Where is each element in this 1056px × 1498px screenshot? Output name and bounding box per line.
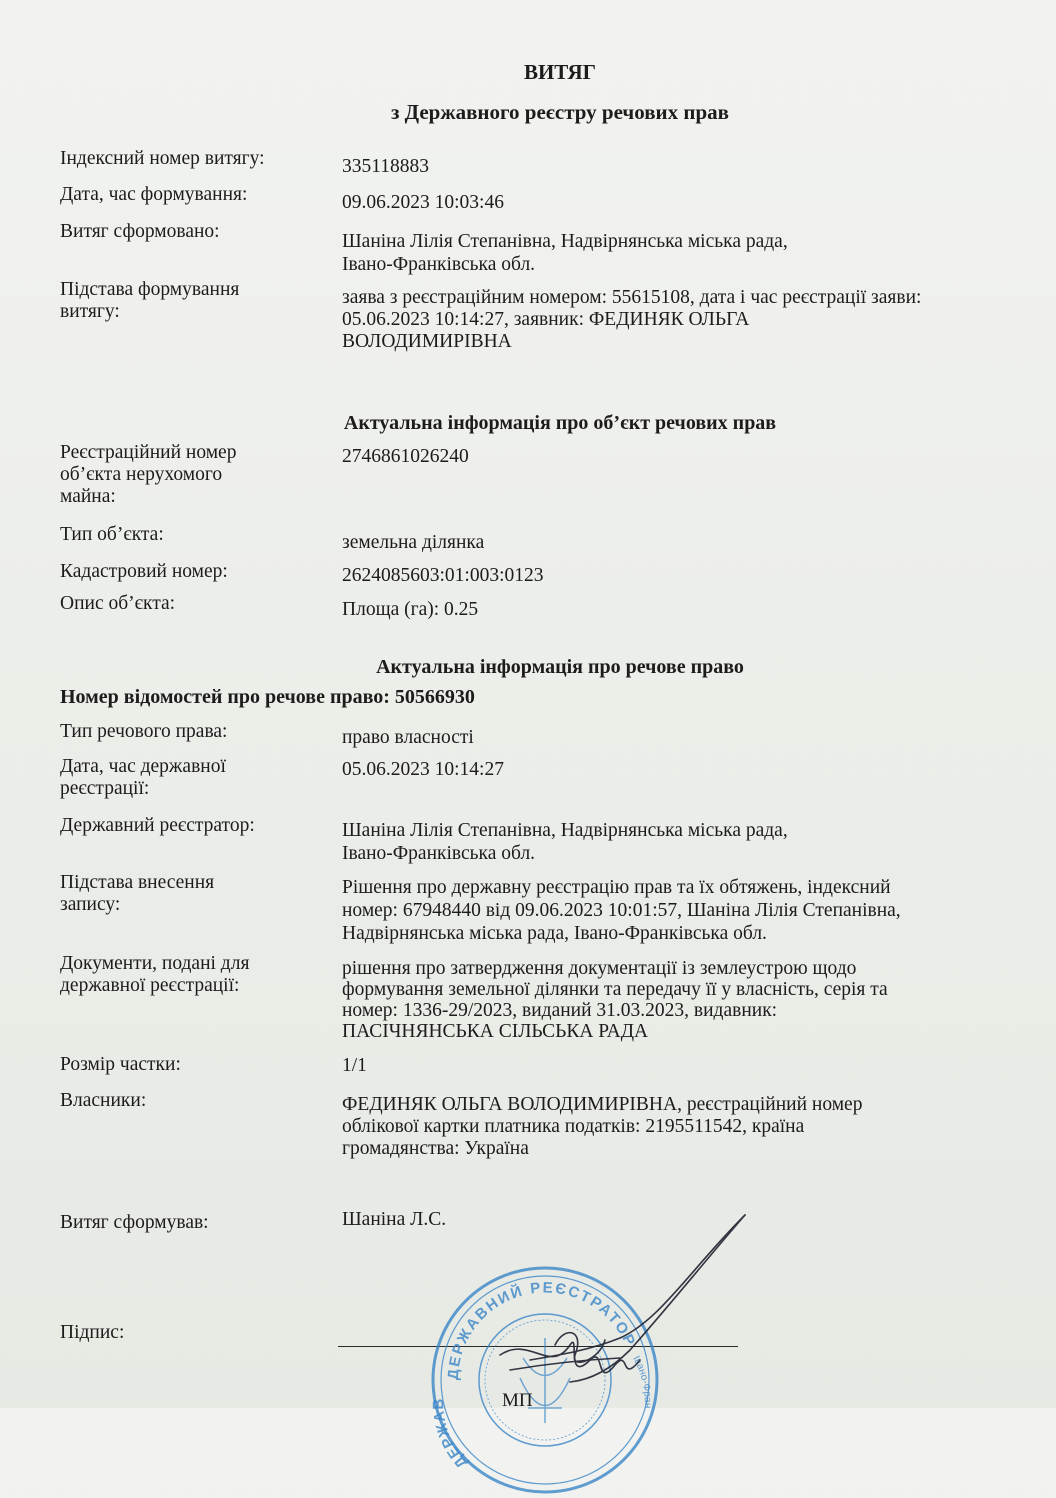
- formation-datetime-label: Дата, час формування:: [60, 184, 248, 205]
- formed-by-line: Івано-Франківська обл.: [342, 254, 536, 275]
- owners-label: Власники:: [60, 1090, 147, 1111]
- formed-by-footer-label: Витяг сформував:: [60, 1212, 209, 1233]
- seal-text-left: ДЕРЖАВ: [429, 1397, 471, 1472]
- right-type-value: право власності: [342, 727, 474, 748]
- extract-index-value: 335118883: [342, 156, 430, 177]
- right-type-label: Тип речового права:: [60, 721, 228, 742]
- label-line: державної реєстрації:: [60, 975, 240, 996]
- label-line: запису:: [60, 894, 121, 915]
- label-line: Дата, час державної: [60, 756, 226, 777]
- document-title: ВИТЯГ: [523, 60, 597, 84]
- seal-text-right: Івано-Фран: [630, 1354, 653, 1409]
- right-record-number: Номер відомостей про речове право: 50566930: [60, 686, 475, 708]
- value-line: громадянства: Україна: [342, 1138, 529, 1159]
- value-line: ВОЛОДИМИРІВНА: [342, 331, 512, 352]
- value-line: Івано-Франківська обл.: [342, 843, 536, 864]
- formed-by-footer-value: Шаніна Л.С.: [342, 1209, 447, 1230]
- entry-basis-label: [60, 872, 330, 916]
- seal-text: ДЕРЖАВНИЙ РЕЄСТРАТОР: [444, 1279, 639, 1381]
- value-line: облікової картки платника податків: 2195511542, країна: [342, 1116, 805, 1137]
- documents-label: [60, 953, 330, 997]
- formation-basis-value: [342, 287, 1056, 353]
- right-section-heading: Актуальна інформація про речове право: [376, 656, 744, 678]
- value-line: 05.06.2023 10:14:27, заявник: ФЕДИНЯК ОЛЬГА: [342, 309, 750, 330]
- formation-datetime-value: 09.06.2023 10:03:46: [342, 192, 504, 213]
- label-line: Підстава внесення: [60, 872, 215, 893]
- handwritten-signature: [470, 1210, 760, 1400]
- label-line: Реєстраційний номер: [60, 442, 237, 463]
- value-line: Надвірнянська міська рада, Івано-Франківська обл.: [342, 923, 767, 944]
- registrar-value: [342, 819, 1056, 865]
- cadastral-number-value: 2624085603:01:003:0123: [342, 565, 544, 586]
- label-line: об’єкта нерухомого: [60, 464, 223, 485]
- formation-basis-label: [60, 279, 330, 323]
- registration-datetime-value: 05.06.2023 10:14:27: [342, 759, 504, 780]
- document-subtitle: з Державного реєстру речових прав: [390, 100, 730, 124]
- svg-text:ДЕРЖАВ: [430, 1398, 471, 1472]
- entry-basis-value: [342, 876, 1056, 945]
- label-line: витягу:: [60, 301, 120, 322]
- formed-by-line: Шаніна Лілія Степанівна, Надвірнянська міська рада,: [342, 231, 788, 252]
- registrar-label: Державний реєстратор:: [60, 815, 255, 836]
- registration-datetime-label: [60, 756, 330, 800]
- formed-by-label: Витяг сформовано:: [60, 221, 220, 242]
- signature-label: Підпис:: [60, 1322, 125, 1343]
- label-line: реєстрації:: [60, 778, 150, 799]
- value-line: формування земельної ділянки та передачу її у власність, серія та: [342, 979, 888, 1000]
- value-line: ФЕДИНЯК ОЛЬГА ВОЛОДИМИРІВНА, реєстраційний номер: [342, 1094, 863, 1115]
- formed-by-value: [342, 230, 1056, 276]
- object-type-value: земельна ділянка: [342, 532, 485, 553]
- documents-value: [342, 958, 1056, 1042]
- value-line: ПАСІЧНЯНСЬКА СІЛЬСЬКА РАДА: [342, 1021, 649, 1042]
- label-line: майна:: [60, 486, 116, 507]
- object-reg-number-label: [60, 442, 330, 508]
- value-line: рішення про затвердження документації із землеустрою щодо: [342, 958, 857, 979]
- extract-index-label: Індексний номер витягу:: [60, 148, 265, 169]
- object-description-value: Площа (га): 0.25: [342, 599, 479, 620]
- label-line: Підстава формування: [60, 279, 240, 300]
- cadastral-number-label: Кадастровий номер:: [60, 561, 228, 582]
- share-size-label: Розмір частки:: [60, 1054, 181, 1075]
- value-line: заява з реєстраційним номером: 55615108, дата і час реєстрації заяви:: [342, 287, 922, 308]
- object-section-heading: Актуальна інформація про об’єкт речових прав: [343, 412, 777, 434]
- value-line: Шаніна Лілія Степанівна, Надвірнянська міська рада,: [342, 820, 788, 841]
- label-line: Документи, подані для: [60, 953, 250, 974]
- object-description-label: Опис об’єкта:: [60, 593, 176, 614]
- object-reg-number-value: 2746861026240: [342, 446, 469, 467]
- share-size-value: 1/1: [342, 1055, 367, 1076]
- value-line: номер: 1336-29/2023, виданий 31.03.2023, видавник:: [342, 1000, 778, 1021]
- owners-value: [342, 1094, 1056, 1160]
- value-line: номер: 67948440 від 09.06.2023 10:01:57, Шаніна Лілія Степанівна,: [342, 900, 901, 921]
- value-line: Рішення про державну реєстрацію прав та їх обтяжень, індексний: [342, 877, 891, 898]
- object-type-label: Тип об’єкта:: [60, 524, 164, 545]
- stamp-place-label: МП: [502, 1390, 533, 1411]
